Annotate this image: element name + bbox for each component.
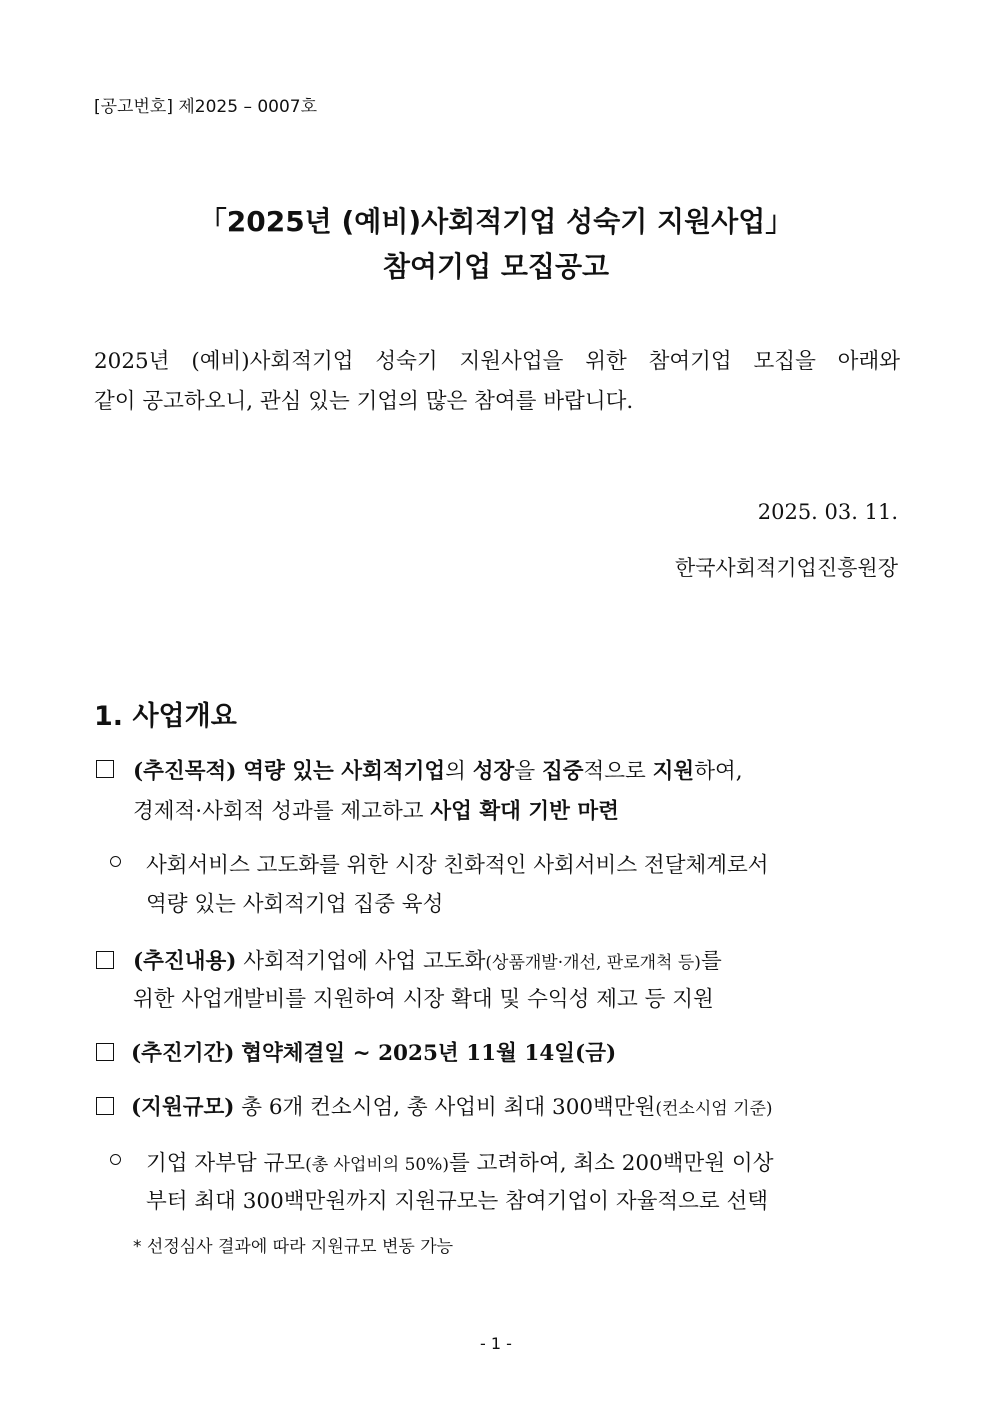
purpose-text-6: 적으로 (583, 759, 653, 784)
content-line-2: 위한 사업개발비를 지원하여 시장 확대 및 수익성 제고 등 지원 (133, 987, 714, 1012)
purpose-bold-3: 성장 (472, 759, 515, 784)
scale-sub-text-1b: (총 사업비의 50%) (305, 1155, 450, 1175)
scale-sub-line-2: 부터 최대 300백만원까지 지원규모는 참여기업이 자율적으로 선택 (146, 1189, 769, 1214)
scale-text-1: 총 6개 컨소시엄, 총 사업비 최대 300백만원 (241, 1095, 656, 1120)
content-text-2: (상품개발·개선, 판로개척 등) (485, 953, 701, 973)
intro-paragraph-line-2: 같이 공고하오니, 관심 있는 기업의 많은 참여를 바랍니다. (94, 389, 634, 414)
page-title-line-1: 「2025년 (예비)사회적기업 성숙기 지원사업」 (198, 205, 794, 238)
intro-paragraph-line-1: 2025년 (예비)사회적기업 성숙기 지원사업을 위한 참여기업 모집을 아래와 (94, 349, 900, 374)
purpose-text-8: 하여, (694, 759, 743, 784)
checkbox-square-icon (96, 1043, 114, 1061)
page-number: - 1 - (480, 1334, 512, 1353)
bullet-circle-icon (110, 856, 121, 867)
period-label: (추진기간) (131, 1041, 235, 1066)
checkbox-square-icon (96, 951, 114, 969)
scale-sub-text-1c: 를 고려하여, 최소 200백만원 이상 (449, 1151, 774, 1176)
purpose-label: (추진목적) (133, 759, 237, 784)
content-text-3: 를 (700, 949, 722, 974)
page-title-line-2: 참여기업 모집공고 (382, 250, 610, 283)
bullet-circle-icon (110, 1154, 121, 1165)
content-text-1: 사회적기업에 사업 고도화 (243, 949, 486, 974)
scale-label: (지원규모) (131, 1095, 235, 1120)
scale-line (131, 1090, 773, 1121)
section-heading: 1. 사업개요 (94, 701, 237, 732)
scale-sub-line-1 (146, 1146, 773, 1177)
purpose-line-1 (133, 754, 900, 785)
purpose-text-4: 을 (514, 759, 542, 784)
purpose-bold-5: 집중 (541, 759, 584, 784)
purpose-line-2-bold: 사업 확대 기반 마련 (430, 799, 619, 824)
purpose-sub-line-1: 사회서비스 고도화를 위한 시장 친화적인 사회서비스 전달체계로서 (146, 853, 769, 878)
scale-text-2: (컨소시엄 기준) (655, 1099, 773, 1119)
purpose-sub-line-2: 역량 있는 사회적기업 집중 육성 (146, 892, 444, 917)
purpose-line-2-text: 경제적·사회적 성과를 제고하고 (133, 799, 431, 824)
content-label: (추진내용) (133, 949, 237, 974)
period-line (131, 1036, 616, 1067)
period-text: 협약체결일 ~ 2025년 11월 14일(금) (241, 1041, 617, 1066)
checkbox-square-icon (96, 760, 114, 778)
purpose-bold-1: 역량 있는 사회적기업 (243, 759, 446, 784)
notice-date: 2025. 03. 11. (757, 500, 898, 524)
checkbox-square-icon (96, 1097, 114, 1115)
content-line-1 (133, 944, 900, 975)
purpose-line-2 (133, 794, 619, 825)
purpose-text-2: 의 (445, 759, 473, 784)
purpose-bold-7: 지원 (652, 759, 695, 784)
scale-note: * 선정심사 결과에 따라 지원규모 변동 가능 (133, 1237, 454, 1257)
scale-sub-text-1a: 기업 자부담 규모 (146, 1151, 306, 1176)
issuer-name: 한국사회적기업진흥원장 (674, 556, 898, 580)
notice-number: [공고번호] 제2025 – 0007호 (94, 97, 318, 117)
